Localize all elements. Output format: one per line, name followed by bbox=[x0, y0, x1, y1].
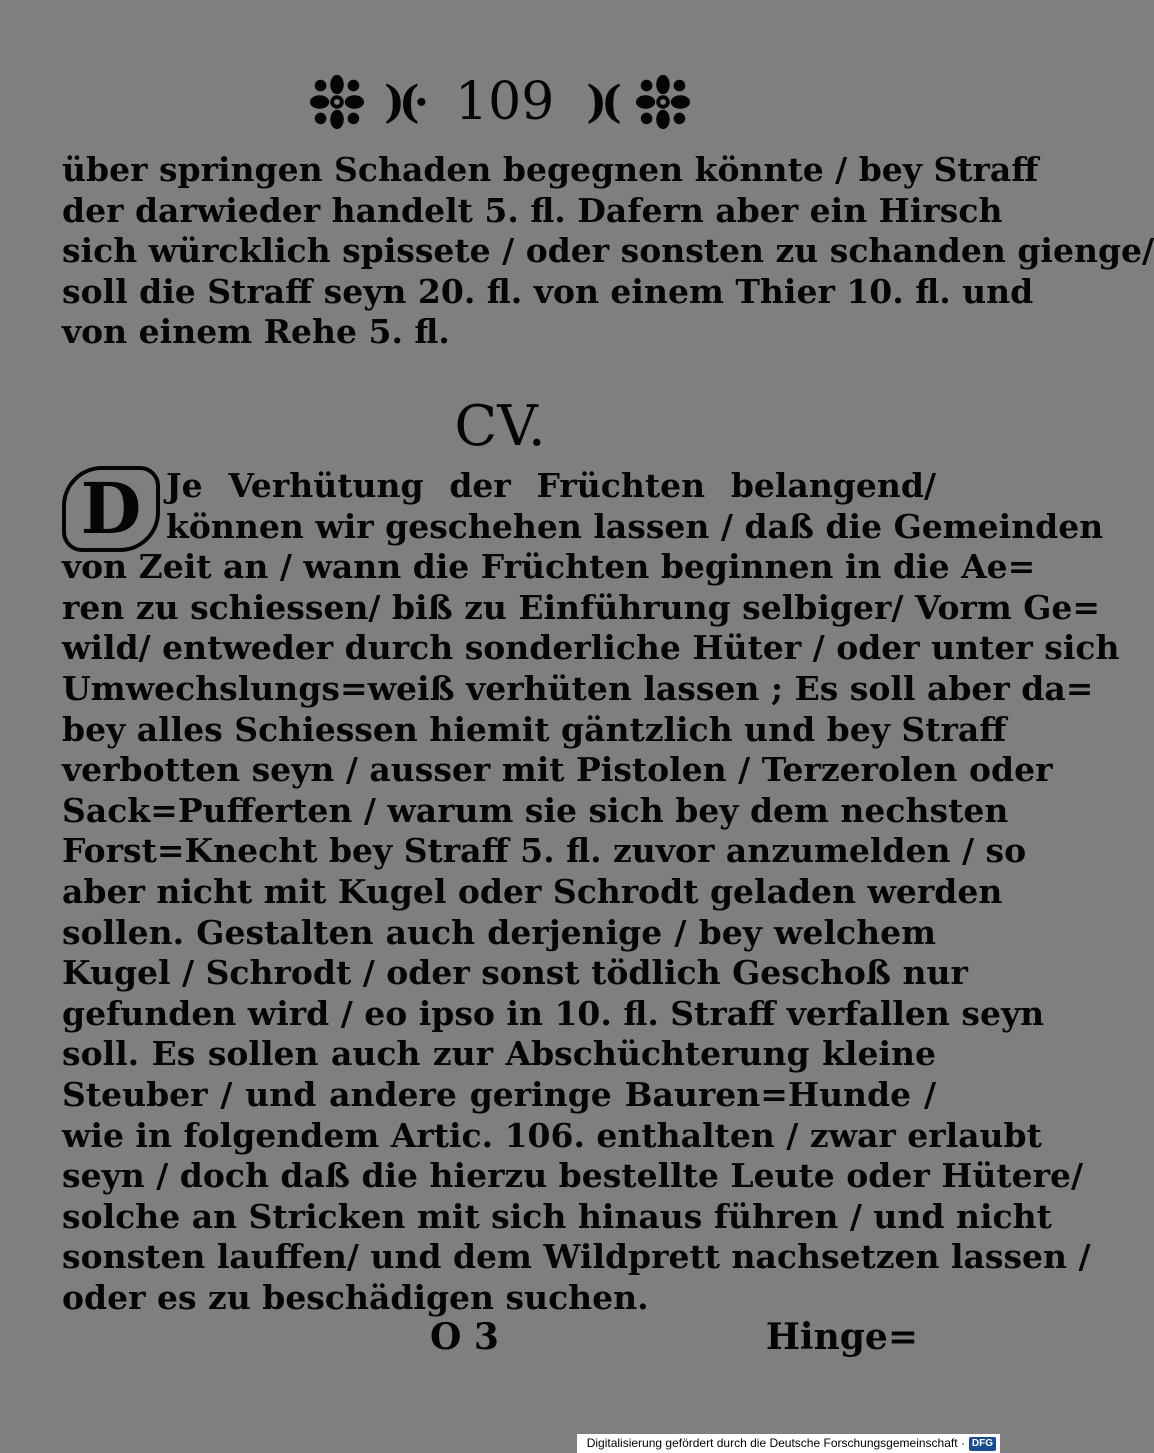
text-line: Umwechslungs=weiß verhüten lassen ; Es soll aber da= bbox=[62, 668, 1094, 708]
section-paragraph bbox=[62, 466, 1120, 1318]
text-line: wild/ entweder durch sonderliche Hüter / oder unter sich bbox=[62, 628, 1120, 668]
credit-text: Digitalisierung gefördert durch die Deutsche Forschungsgemeinschaft · bbox=[586, 1436, 965, 1450]
page-header bbox=[0, 62, 1000, 142]
text-line: Je Verhütung der Früchten belangend/ bbox=[166, 466, 936, 505]
text-line: Kugel / Schrodt / oder sonst tödlich Geschoß nur bbox=[62, 953, 968, 993]
dfg-logo: DFG bbox=[969, 1437, 996, 1451]
floral-ornament-icon bbox=[308, 73, 366, 131]
text-line: der darwieder handelt 5. fl. Dafern aber ein Hirsch bbox=[62, 190, 1003, 230]
section-heading: CV. bbox=[454, 394, 546, 459]
text-line: bey alles Schiessen hiemit gäntzlich und bey Straff bbox=[62, 709, 1007, 749]
text-line: solche an Stricken mit sich hinaus führen / und nicht bbox=[62, 1196, 1052, 1236]
text-line: sonsten lauffen/ und dem Wildprett nachsetzen lassen / bbox=[62, 1237, 1091, 1277]
text-line: Steuber / und andere geringe Bauren=Hunde / bbox=[62, 1074, 936, 1114]
text-line: ren zu schiessen/ biß zu Einführung selbiger/ Vorm Ge= bbox=[62, 587, 1101, 627]
text-line: von einem Rehe 5. fl. bbox=[62, 312, 450, 352]
text-line: wie in folgendem Artic. 106. enthalten / zwar erlaubt bbox=[62, 1115, 1042, 1155]
signature-mark: O 3 bbox=[430, 1316, 499, 1358]
header-paren-right: )( bbox=[586, 76, 616, 128]
text-line: soll. Es sollen auch zur Abschüchterung kleine bbox=[62, 1034, 936, 1074]
text-line: soll die Straff seyn 20. fl. von einem Thier 10. fl. und bbox=[62, 271, 1034, 311]
text-line: seyn / doch daß die hierzu bestellte Leute oder Hütere/ bbox=[62, 1156, 1084, 1196]
floral-ornament-icon bbox=[634, 73, 692, 131]
text-line: aber nicht mit Kugel oder Schrodt geladen werden bbox=[62, 871, 1003, 911]
header-paren-left: )(· bbox=[384, 76, 424, 128]
drop-cap: D bbox=[62, 466, 160, 552]
text-line: können wir geschehen lassen / daß die Gemeinden bbox=[166, 506, 1104, 546]
text-line: oder es zu beschädigen suchen. bbox=[62, 1277, 649, 1317]
digitization-credit bbox=[577, 1434, 1000, 1453]
text-line: sollen. Gestalten auch derjenige / bey welchem bbox=[62, 912, 936, 952]
catchword: Hinge= bbox=[765, 1316, 918, 1358]
text-line: von Zeit an / wann die Früchten beginnen in die Ae= bbox=[62, 547, 1036, 587]
page-number: 109 bbox=[455, 72, 555, 132]
text-line: sich würcklich spissete / oder sonsten zu schanden gienge/ bbox=[62, 231, 1154, 271]
text-line: Forst=Knecht bey Straff 5. fl. zuvor anzumelden / so bbox=[62, 831, 1027, 871]
text-line: über springen Schaden begegnen könnte / bey Straff bbox=[62, 150, 1039, 189]
intro-paragraph bbox=[62, 150, 1154, 353]
text-line: verbotten seyn / ausser mit Pistolen / Terzerolen oder bbox=[62, 750, 1053, 790]
text-line: gefunden wird / eo ipso in 10. fl. Straff verfallen seyn bbox=[62, 993, 1045, 1033]
text-line: Sack=Pufferten / warum sie sich bey dem nechsten bbox=[62, 790, 1009, 830]
